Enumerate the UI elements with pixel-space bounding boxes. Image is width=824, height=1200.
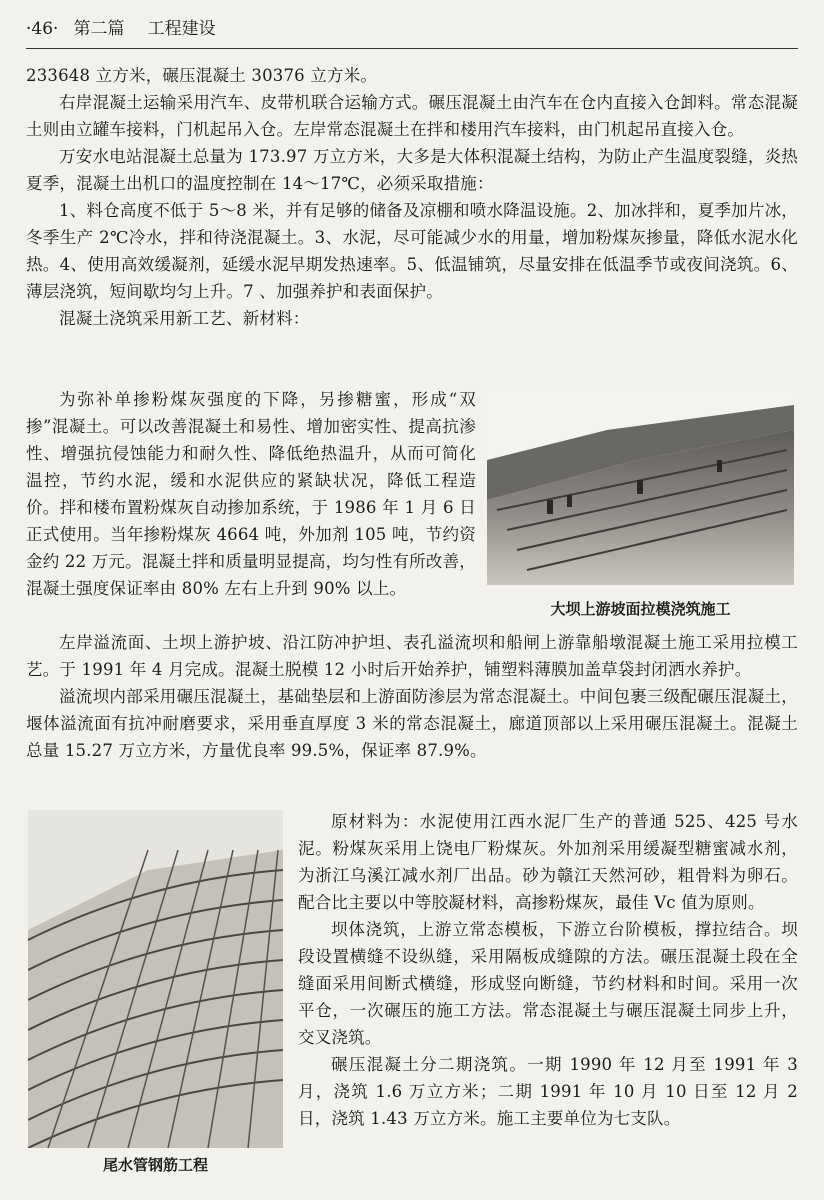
body-text-middle	[26, 629, 798, 764]
paragraph: 混凝土浇筑采用新工艺、新材料：	[59, 309, 310, 328]
paragraph: 233648 立方米，碾压混凝土 30376 立方米。	[26, 66, 378, 85]
draft-tube-rebar-photo	[28, 810, 283, 1148]
paragraph: 溢流坝内部采用碾压混凝土，基础垫层和上游面防渗层为常态混凝土。中间包裹三级配碾压混凝土，堰体溢流面有抗冲耐磨要求，采用垂直厚度 3 米的常态混凝土，廊道顶部以上采用碾压混凝土。混凝土总量 15.27 万立方米，方量优良率 99.5%，保证率 87.9%。	[26, 687, 798, 760]
photo2-caption: 尾水管钢筋工程	[102, 1156, 208, 1174]
body-text-beside-photo2	[298, 808, 798, 1132]
body-text-beside-photo1	[26, 386, 476, 602]
part-label: 第二篇	[73, 19, 125, 39]
body-text-top	[26, 62, 798, 332]
page-header	[26, 14, 798, 49]
page-number: ·46·	[26, 19, 59, 39]
paragraph: 右岸混凝土运输采用汽车、皮带机联合运输方式。碾压混凝土由汽车在仓内直接入仓卸料。常态混凝土则由立罐车接料，门机起吊入仓。左岸常态混凝土在拌和楼用汽车接料，由门机起吊直接入仓。	[26, 93, 798, 139]
paragraph: 坝体浇筑，上游立常态模板，下游立台阶模板，撑拉结合。坝段设置横缝不设纵缝，采用隔板成缝隙的方法。碾压混凝土段在全缝面采用间断式横缝，形成竖向断缝，节约材料和时间。采用一次平仓，一次碾压的施工方法。常态混凝土与碾压混凝土同步上升，交叉浇筑。	[298, 920, 798, 1047]
rebar-illustration	[28, 810, 283, 1148]
paragraph: 左岸溢流面、土坝上游护坡、沿江防冲护坦、表孔溢流坝和船闸上游靠船墩混凝土施工采用拉模工艺。于 1991 年 4 月完成。混凝土脱模 12 小时后开始养护，铺塑料薄膜加盖草袋封闭洒水养护。	[26, 633, 798, 679]
dam-slope-illustration	[487, 390, 794, 585]
paragraph: 原材料为：水泥使用江西水泥厂生产的普通 525、425 号水泥。粉煤灰采用上饶电厂粉煤灰。外加剂采用缓凝型糖蜜减水剂，为浙江乌溪江减水剂厂出品。砂为赣江天然河砂，粗骨料为卵石。配合比主要以中等胶凝材料，高掺粉煤灰，最佳 Vc 值为原则。	[298, 812, 798, 912]
paragraph: 1、料仓高度不低于 5～8 米，并有足够的储备及凉棚和喷水降温设施。2、加冰拌和，夏季加片冰，冬季生产 2℃冷水，拌和待浇混凝土。3、水泥，尽可能减少水的用量，增加粉煤灰掺量，降低水泥水化热。4、使用高效缓凝剂，延缓水泥早期发热速率。5、低温铺筑，尽量安排在低温季节或夜间浇筑。6、薄层浇筑，短间歇均匀上升。7 、加强养护和表面保护。	[26, 201, 798, 301]
paragraph: 碾压混凝土分二期浇筑。一期 1990 年 12 月至 1991 年 3 月，浇筑 1.6 万立方米；二期 1991 年 10 月 10 日至 12 月 2 日，浇筑 1.43 万立方米。施工主要单位为七支队。	[298, 1055, 798, 1128]
paragraph: 为弥补单掺粉煤灰强度的下降，另掺糖蜜，形成“双掺”混凝土。可以改善混凝土和易性、增加密实性、提高抗渗性、增强抗侵蚀能力和耐久性、降低绝热温升，从而可简化温控，节约水泥，缓和水泥供应的紧缺状况，降低工程造价。拌和楼布置粉煤灰自动掺加系统，于 1986 年 1 月 6 日正式使用。当年掺粉煤灰 4664 吨，外加剂 105 吨，节约资金约 22 万元。混凝土拌和质量明显提高，均匀性有所改善，混凝土强度保证率由 80% 左右上升到 90% 以上。	[26, 390, 476, 598]
dam-slope-photo	[487, 390, 794, 585]
paragraph: 万安水电站混凝土总量为 173.97 万立方米，大多是大体积混凝土结构，为防止产生温度裂缝，炎热夏季，混凝土出机口的温度控制在 14～17℃，必须采取措施：	[26, 147, 798, 193]
header-title: 工程建设	[147, 19, 216, 39]
photo1-caption: 大坝上游坡面拉模浇筑施工	[550, 600, 731, 618]
